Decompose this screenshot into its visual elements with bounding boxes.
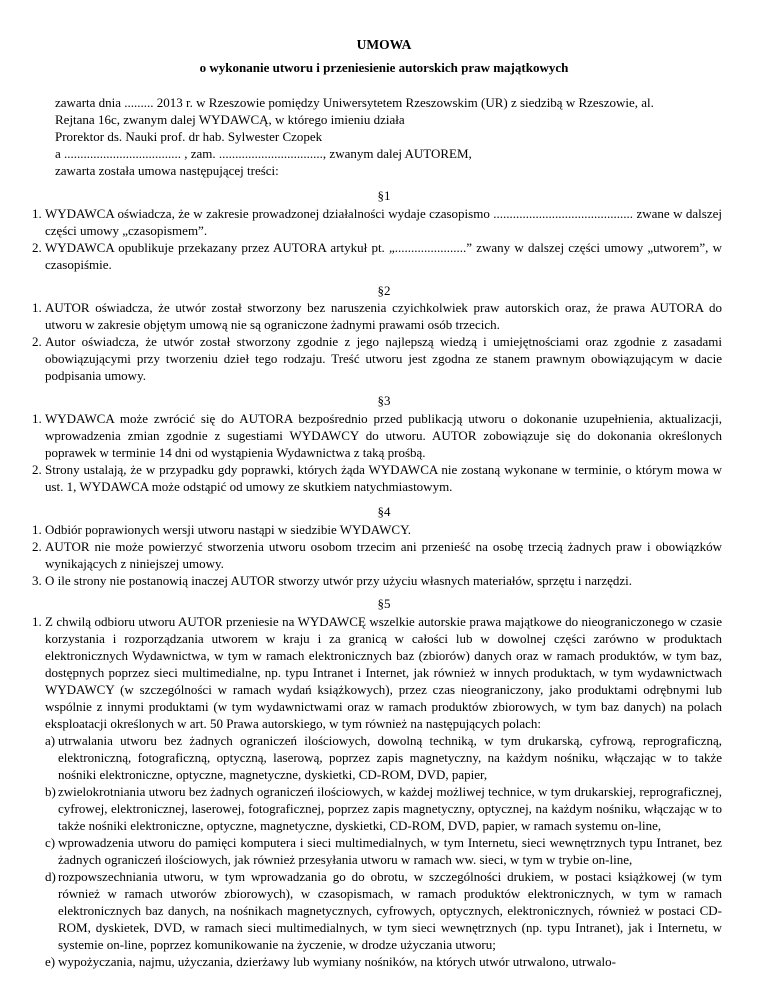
- subclause-letter: e): [45, 954, 56, 969]
- clause-number: 1.: [32, 300, 42, 315]
- subclause-text: utrwalania utworu bez żadnych ograniczeń ilościowych, dowolną techniką, w tym drukarską, cyfrową, reprograficzną, elektroniczną, fotograficzną, optyczną, laserową, poprzez zapis magnetyczny, na każdym nośniku, włączając w to także nośniki elektroniczne, optyczne, magnetyczne, dyskietki, CD-ROM, DVD, papier,: [58, 733, 722, 782]
- subclause: [45, 732, 722, 783]
- clause: [32, 205, 722, 239]
- document-title: UMOWA: [356, 37, 412, 52]
- clause-number: 2.: [32, 334, 42, 349]
- clause-text: O ile strony nie postanowią inaczej AUTOR stworzy utwór przy użyciu własnych materiałów, sprzętu i narzędzi.: [45, 573, 632, 588]
- subclause-text: zwielokrotniania utworu bez żadnych ograniczeń ilościowych, w każdej możliwej technice, w tym drukarskiej, reprograficznej, cyfrowej, elektronicznej, laserowej, fotograficznej, poprzez zapis magnetyczny, optycznej, na każdym nośniku, włączając w to także nośniki elektroniczne, optyczne, magnetyczne, dyskietki, CD-ROM, DVD, papier, w ramach systemu on-line,: [58, 784, 722, 833]
- clause-number: 1.: [32, 411, 42, 426]
- clause-text: Z chwilą odbioru utworu AUTOR przeniesie na WYDAWCĘ wszelkie autorskie prawa majątkowe do nieograniczonego w czasie korzystania i rozporządzania utworem w kraju i za granicą w całości lub w dowolnej części zarówno w produktach elektronicznych Wydawnictwa, w tym w ramach elektronicznych baz (zbiorów) danych oraz w ramach produktów, w tym baz, dostępnych poprzez sieci multimedialne, np. typu Intranet i Internet, jak również w innych produktach, w tym wydawnictwach WYDAWCY (w szczególności w ramach wydań książkowych), przez czas nieograniczony, jako produktami odrębnymi lub wspólnie z innymi produktami (w tym wydawnictwami oraz w ramach produktów zbiorowych, w tym baz danych) na polach eksploatacji określonych w art. 50 Prawa autorskiego, w tym również na następujących polach:: [45, 614, 722, 731]
- clause-number: 1.: [32, 206, 42, 221]
- subclause-text: wypożyczania, najmu, użyczania, dzierżawy lub wymiany nośników, na których utwór utrwalono, utrwalo-: [58, 954, 616, 969]
- subclause-letter: d): [45, 869, 56, 884]
- preamble: [55, 94, 735, 179]
- clause: [32, 333, 722, 384]
- clause-number: 2.: [32, 539, 42, 554]
- subclause: [45, 868, 722, 953]
- section-5-list: [32, 613, 722, 970]
- document-subtitle: o wykonanie utworu i przeniesienie autorskich praw majątkowych: [199, 60, 569, 75]
- clause-text: Autor oświadcza, że utwór został stworzony zgodnie z jego najlepszą wiedzą i umiejętnościami oraz zgodnie z zasadami obowiązującymi przy tworzeniu dzieł tego rodzaju. Treść utworu jest zgodna ze stanem prawnym obowiązującym w dacie podpisania umowy.: [45, 334, 722, 383]
- subclause-letter: c): [45, 835, 56, 850]
- clause: [32, 613, 722, 970]
- clause-number: 2.: [32, 240, 42, 255]
- subclause: [45, 783, 722, 834]
- clause-text: Odbiór poprawionych wersji utworu nastąpi w siedzibie WYDAWCY.: [45, 522, 412, 537]
- clause-number: 1.: [32, 522, 42, 537]
- clause-text: AUTOR oświadcza, że utwór został stworzony bez naruszenia czyichkolwiek praw autorskich oraz, że prawa AUTORA do utworu w zakresie objętym umową nie są ograniczone żadnymi prawami osób trzecich.: [45, 300, 722, 332]
- clause-text: AUTOR nie może powierzyć stworzenia utworu osobom trzecim ani przenieść na osobę trzecią żadnych praw i obowiązków wynikających z niniejszej umowy.: [45, 539, 722, 571]
- preamble-line: Prorektor ds. Nauki prof. dr hab. Sylwester Czopek: [55, 129, 323, 144]
- preamble-line: a .................................... , zam. ................................, zwanym dalej AUTOREM,: [55, 146, 472, 161]
- subclause: [45, 953, 722, 970]
- clause: [32, 521, 722, 538]
- clause-text: WYDAWCA opublikuje przekazany przez AUTORA artykuł pt. „......................” zwany w dalszej części umowy „utworem”, w czasopiśmie.: [45, 240, 722, 272]
- preamble-line: zawarta dnia ......... 2013 r. w Rzeszowie pomiędzy Uniwersytetem Rzeszowskim (UR) z siedzibą w Rzeszowie, al.: [55, 95, 654, 110]
- section-4-list: [32, 521, 722, 589]
- section-title: §4: [377, 504, 391, 519]
- preamble-line: zawarta została umowa następującej treści:: [55, 163, 279, 178]
- clause-text: Strony ustalają, że w przypadku gdy poprawki, których żąda WYDAWCA nie zostaną wykonane w terminie, o którym mowa w ust. 1, WYDAWCA może odstąpić od umowy ze skutkiem natychmiastowym.: [45, 462, 722, 494]
- clause: [32, 410, 722, 461]
- clause-number: 1.: [32, 614, 42, 629]
- clause-number: 2.: [32, 462, 42, 477]
- subclause-letter: a): [45, 733, 56, 748]
- clause: [32, 572, 722, 589]
- clause-number: 3.: [32, 573, 42, 588]
- clause: [32, 461, 722, 495]
- clause-text: WYDAWCA może zwrócić się do AUTORA bezpośrednio przed publikacją utworu o dokonanie uzupełnienia, aktualizacji, wprowadzenia zmian zgodnie z sugestiami WYDAWCY do utworu. AUTOR zobowiązuje się do dokonania określonych poprawek w terminie 14 dni od wystąpienia Wydawnictwa z taką prośbą.: [45, 411, 722, 460]
- section-3-list: [32, 410, 722, 495]
- section-1-list: [32, 205, 722, 273]
- section-title: §2: [377, 283, 391, 298]
- section-title: §5: [377, 596, 391, 611]
- section-title: §1: [377, 188, 391, 203]
- subclause-letter: b): [45, 784, 56, 799]
- preamble-line: Rejtana 16c, zwanym dalej WYDAWCĄ, w którego imieniu działa: [55, 112, 405, 127]
- clause: [32, 538, 722, 572]
- clause: [32, 299, 722, 333]
- subclause-text: wprowadzenia utworu do pamięci komputera i sieci multimedialnych, w tym Internetu, sieci wewnętrznych typu Intranet, bez żadnych ograniczeń ilościowych, jak również przesyłania utworu w ramach ww. sieci, w tym w trybie on-line,: [58, 835, 722, 867]
- section-2-list: [32, 299, 722, 384]
- subclause: [45, 834, 722, 868]
- clause: [32, 239, 722, 273]
- subclause-text: rozpowszechniania utworu, w tym wprowadzania go do obrotu, w szczególności drukiem, w postaci książkowej (w tym również w ramach utworów zbiorowych), w czasopismach, w ramach produktów elektronicznych, w tym w ramach elektronicznych baz danych, na nośnikach magnetycznych, cyfrowych, optycznych, elektronicznych, również w postaci CD-ROM, dyskietek, DVD, w ramach sieci multimedialnych, w tym sieci wewnętrznych (np. typu Intranet), jak i Internetu, w systemie on-line, poprzez komunikowanie na życzenie, w drodze użyczania utworu;: [58, 869, 722, 952]
- clause-text: WYDAWCA oświadcza, że w zakresie prowadzonej działalności wydaje czasopismo ........................................... zwane w dalszej części umowy „czasopismem”.: [45, 206, 722, 238]
- section-title: §3: [377, 393, 391, 408]
